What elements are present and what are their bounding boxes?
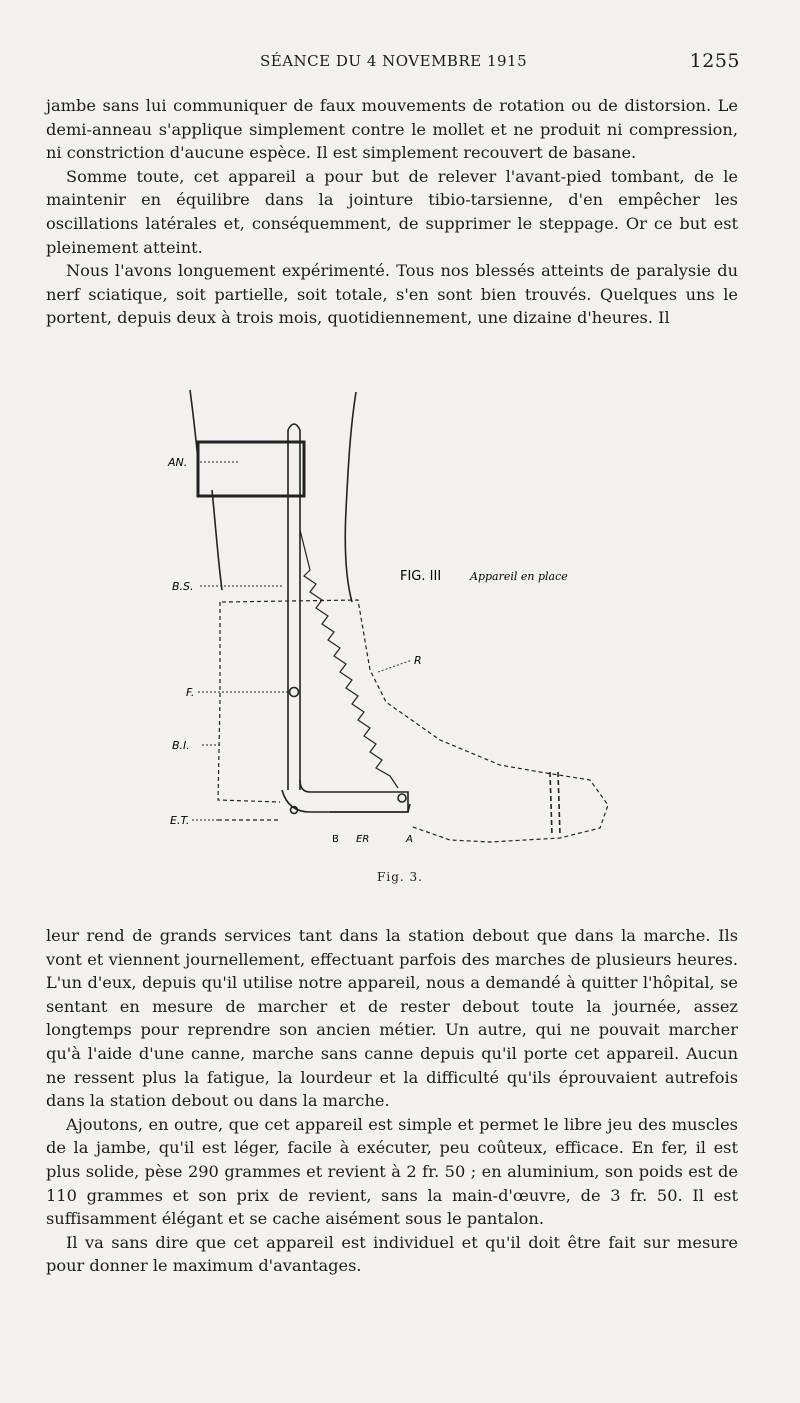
label-b: B — [332, 834, 339, 845]
figure-heading: FIG. III — [400, 569, 442, 584]
text-block-bottom — [46, 924, 738, 1278]
figure-3 — [160, 380, 630, 860]
foot-plate — [282, 780, 408, 812]
paragraph: jambe sans lui communiquer de faux mouvements de rotation ou de distorsion. Le demi-anneau s'applique simplement contre le mollet et ne produit ni compression, ni constriction d'aucune espèce. Il est simplement recouvert de basane. — [46, 96, 738, 163]
paragraph: Somme toute, cet appareil a pour but de relever l'avant-pied tombant, de le maintenir en équilibre dans la jointure tibio-tarsienne, d'en empêcher les oscillations latérales et, conséquemment, de supprimer le steppage. Or ce but est pleinement atteint. — [46, 166, 738, 257]
label-bi: B.I. — [172, 739, 190, 752]
label-et: E.T. — [170, 814, 190, 827]
leg-outline-front — [345, 392, 356, 602]
vertical-bar — [288, 430, 300, 790]
boot-heel — [218, 602, 280, 802]
toe-line — [550, 772, 560, 835]
label-a: A — [406, 834, 413, 845]
label-bs: B.S. — [172, 580, 194, 593]
paragraph: Nous l'avons longuement expérimenté. Tous nos blessés atteints de paralysie du nerf sciatique, soit partielle, soit totale, s'en sont bien trouvés. Quelques uns le portent, depuis deux à trois mois, quotidiennement, une dizaine d'heures. Il — [46, 261, 738, 328]
paragraph: leur rend de grands services tant dans la station debout que dans la marche. Ils vont et viennent journellement, effectuant parfois des marches de plusieurs heures. L'un d'eux, depuis qu'il utilise notre appareil, nous a demandé à quitter l'hôpital, se sentant en mesure de marcher et de rester debout toute la journée, assez longtemps pour reprendre son ancien métier. Un autre, qui ne pouvait marcher qu'à l'aide d'une canne, marche sans canne depuis qu'il porte cet appareil. Aucun ne ressent plus la fatigue, la lourdeur et la difficulté qu'ils éprouvaient autrefois dans la station debout ou dans la marche. — [46, 926, 738, 1111]
spring — [300, 530, 398, 788]
running-title: SÉANCE DU 4 NOVEMBRE 1915 — [260, 52, 528, 70]
label-r: R — [414, 654, 422, 667]
text-block-top — [46, 94, 738, 330]
page-number: 1255 — [689, 50, 740, 72]
boot-outline — [222, 600, 608, 842]
pivot-f — [290, 688, 299, 697]
paragraph: Il va sans dire que cet appareil est individuel et qu'il doit être fait sur mesure pour donner le maximum d'avantages. — [46, 1232, 738, 1276]
paragraph: Ajoutons, en outre, que cet appareil est simple et permet le libre jeu des muscles de la jambe, qu'il est léger, facile à exécuter, peu coûteux, efficace. En fer, il est plus solide, pèse 290 grammes et revient à 2 fr. 50 ; en aluminium, son poids est de 110 grammes et son prix de revient, sans la main-d'œuvre, de 3 fr. 50. Il est suffisamment élégant et se cache aisément sous le pantalon. — [46, 1114, 738, 1229]
label-er: ER — [356, 834, 370, 845]
label-an: AN. — [168, 456, 188, 469]
calf-line — [212, 490, 222, 590]
running-header — [40, 50, 740, 76]
bar-top — [288, 424, 300, 430]
orthosis-diagram — [160, 380, 630, 860]
figure-handwritten-title: Appareil en place — [470, 570, 568, 583]
figure-caption: Fig. 3. — [377, 870, 423, 884]
pivot-a — [398, 794, 406, 802]
label-f: F. — [186, 686, 195, 699]
